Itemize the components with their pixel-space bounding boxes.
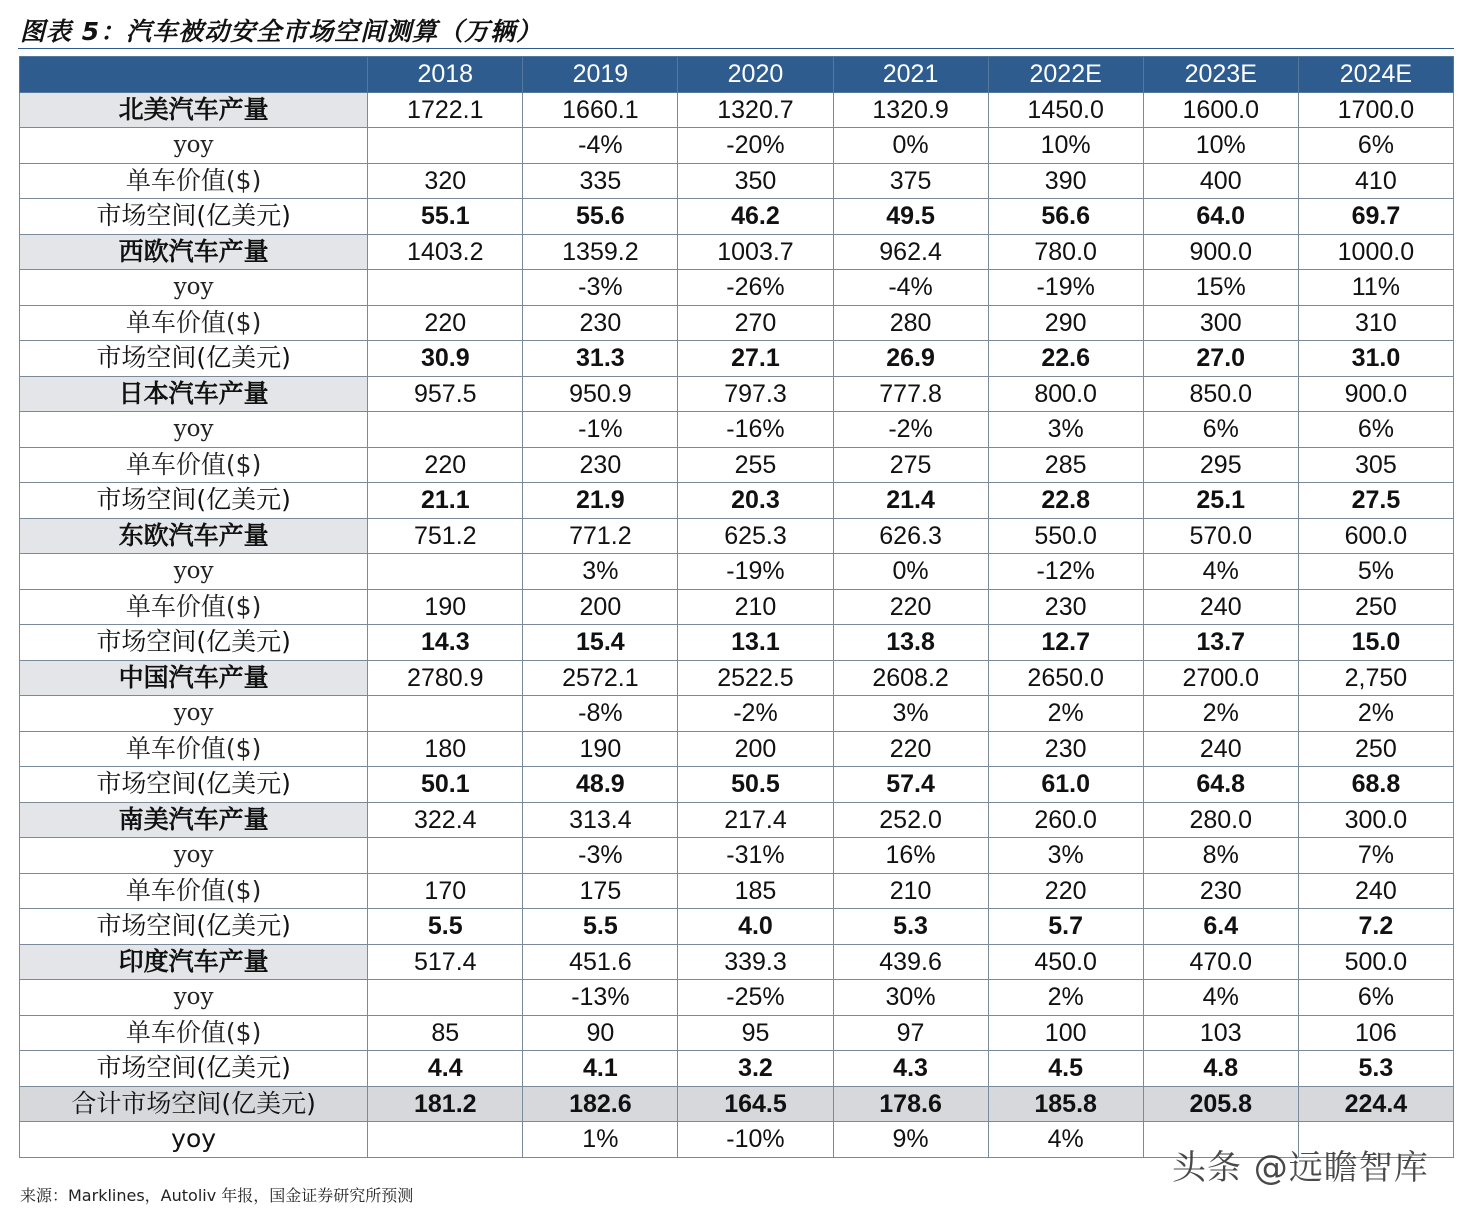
table-cell: 164.5: [678, 1086, 833, 1122]
row-label: 市场空间(亿美元): [20, 767, 368, 803]
header-blank-cell: [20, 57, 368, 93]
table-cell: 90: [523, 1015, 678, 1051]
table-cell: 570.0: [1143, 518, 1298, 554]
table-cell: 350: [678, 163, 833, 199]
table-cell: 290: [988, 305, 1143, 341]
table-cell: [368, 128, 523, 164]
table-cell: 21.9: [523, 483, 678, 519]
table-cell: 210: [833, 873, 988, 909]
market-size-table: [19, 56, 1454, 1158]
table-cell: 2780.9: [368, 660, 523, 696]
table-cell: 69.7: [1298, 199, 1453, 235]
table-cell: 27.5: [1298, 483, 1453, 519]
table-cell: 335: [523, 163, 678, 199]
table-cell: 4%: [1143, 980, 1298, 1016]
table-cell: 180: [368, 731, 523, 767]
table-cell: 7%: [1298, 838, 1453, 874]
table-cell: 300.0: [1298, 802, 1453, 838]
table-cell: 5.3: [1298, 1051, 1453, 1087]
table-cell: 450.0: [988, 944, 1143, 980]
table-cell: 2608.2: [833, 660, 988, 696]
table-cell: 205.8: [1143, 1086, 1298, 1122]
table-cell: -19%: [988, 270, 1143, 306]
table-cell: 6%: [1298, 128, 1453, 164]
table-cell: 255: [678, 447, 833, 483]
table-cell: 85: [368, 1015, 523, 1051]
table-cell: 3.2: [678, 1051, 833, 1087]
table-cell: 313.4: [523, 802, 678, 838]
unit-price-row: [20, 163, 1454, 199]
row-label: 印度汽车产量: [20, 944, 368, 980]
table-cell: [368, 270, 523, 306]
table-cell: 1359.2: [523, 234, 678, 270]
table-cell: 2%: [988, 980, 1143, 1016]
table-cell: 439.6: [833, 944, 988, 980]
table-cell: 310: [1298, 305, 1453, 341]
table-cell: [368, 412, 523, 448]
header-row: [20, 57, 1454, 93]
table-cell: 95: [678, 1015, 833, 1051]
row-label: 单车价值($): [20, 873, 368, 909]
yoy-row: [20, 128, 1454, 164]
table-cell: 625.3: [678, 518, 833, 554]
table-cell: 220: [368, 447, 523, 483]
table-cell: 224.4: [1298, 1086, 1453, 1122]
unit-price-row: [20, 447, 1454, 483]
table-cell: [368, 980, 523, 1016]
table-cell: -16%: [678, 412, 833, 448]
table-cell: 6.4: [1143, 909, 1298, 945]
table-cell: 185: [678, 873, 833, 909]
table-cell: 190: [523, 731, 678, 767]
unit-price-row: [20, 305, 1454, 341]
table-cell: 500.0: [1298, 944, 1453, 980]
table-cell: 230: [523, 447, 678, 483]
table-cell: 46.2: [678, 199, 833, 235]
table-cell: -12%: [988, 554, 1143, 590]
table-cell: 15.4: [523, 625, 678, 661]
table-cell: 1450.0: [988, 92, 1143, 128]
table-cell: -19%: [678, 554, 833, 590]
header-year-cell: 2021: [833, 57, 988, 93]
yoy-row: [20, 270, 1454, 306]
table-cell: 4.0: [678, 909, 833, 945]
table-cell: -8%: [523, 696, 678, 732]
table-cell: 97: [833, 1015, 988, 1051]
table-cell: 6%: [1143, 412, 1298, 448]
table-cell: 240: [1143, 731, 1298, 767]
table-cell: 5%: [1298, 554, 1453, 590]
table-cell: 1722.1: [368, 92, 523, 128]
row-label: 西欧汽车产量: [20, 234, 368, 270]
table-cell: 2%: [1298, 696, 1453, 732]
market-size-row: [20, 483, 1454, 519]
table-cell: 280: [833, 305, 988, 341]
table-cell: 5.5: [523, 909, 678, 945]
table-cell: 15%: [1143, 270, 1298, 306]
production-row: [20, 92, 1454, 128]
row-label: 市场空间(亿美元): [20, 1051, 368, 1087]
table-cell: 550.0: [988, 518, 1143, 554]
table-cell: 178.6: [833, 1086, 988, 1122]
table-cell: 1003.7: [678, 234, 833, 270]
table-cell: 470.0: [1143, 944, 1298, 980]
table-cell: 0%: [833, 554, 988, 590]
row-label: 市场空间(亿美元): [20, 199, 368, 235]
table-cell: 27.0: [1143, 341, 1298, 377]
table-cell: -20%: [678, 128, 833, 164]
row-label: 日本汽车产量: [20, 376, 368, 412]
table-cell: 1000.0: [1298, 234, 1453, 270]
table-cell: 200: [523, 589, 678, 625]
table-cell: 12.7: [988, 625, 1143, 661]
table-cell: 14.3: [368, 625, 523, 661]
table-cell: 800.0: [988, 376, 1143, 412]
table-cell: 250: [1298, 731, 1453, 767]
table-cell: 22.6: [988, 341, 1143, 377]
table-cell: 3%: [833, 696, 988, 732]
table-cell: 13.1: [678, 625, 833, 661]
table-cell: 780.0: [988, 234, 1143, 270]
table-cell: 9%: [833, 1122, 988, 1158]
table-cell: 4.4: [368, 1051, 523, 1087]
table-cell: -10%: [678, 1122, 833, 1158]
table-cell: 4.1: [523, 1051, 678, 1087]
row-label: yoy: [20, 270, 368, 306]
table-cell: 68.8: [1298, 767, 1453, 803]
table-cell: 410: [1298, 163, 1453, 199]
table-cell: 4%: [1143, 554, 1298, 590]
table-cell: 390: [988, 163, 1143, 199]
table-cell: 25.1: [1143, 483, 1298, 519]
table-cell: 16%: [833, 838, 988, 874]
table-cell: 27.1: [678, 341, 833, 377]
table-cell: 31.0: [1298, 341, 1453, 377]
row-label: yoy: [20, 1122, 368, 1158]
table-cell: 240: [1143, 589, 1298, 625]
table-cell: 5.5: [368, 909, 523, 945]
source-note: 来源：Marklines，Autoliv 年报，国金证券研究所预测: [20, 1186, 414, 1205]
table-cell: 200: [678, 731, 833, 767]
table-cell: 2572.1: [523, 660, 678, 696]
table-cell: 1320.7: [678, 92, 833, 128]
table-cell: 190: [368, 589, 523, 625]
table-cell: 210: [678, 589, 833, 625]
total-market-row: [20, 1086, 1454, 1122]
table-cell: 5.7: [988, 909, 1143, 945]
table-cell: -13%: [523, 980, 678, 1016]
table-cell: 217.4: [678, 802, 833, 838]
table-cell: 6%: [1298, 980, 1453, 1016]
table-cell: 626.3: [833, 518, 988, 554]
table-cell: 339.3: [678, 944, 833, 980]
market-size-row: [20, 909, 1454, 945]
table-cell: 950.9: [523, 376, 678, 412]
yoy-row: [20, 838, 1454, 874]
yoy-row: [20, 980, 1454, 1016]
table-cell: 49.5: [833, 199, 988, 235]
market-size-row: [20, 199, 1454, 235]
table-cell: 777.8: [833, 376, 988, 412]
table-cell: 26.9: [833, 341, 988, 377]
production-row: [20, 802, 1454, 838]
table-cell: 2%: [1143, 696, 1298, 732]
row-label: 单车价值($): [20, 163, 368, 199]
table-cell: 1403.2: [368, 234, 523, 270]
row-label: yoy: [20, 128, 368, 164]
table-cell: 1700.0: [1298, 92, 1453, 128]
header-year-cell: 2024E: [1298, 57, 1453, 93]
table-cell: 56.6: [988, 199, 1143, 235]
table-cell: 1660.1: [523, 92, 678, 128]
row-label: yoy: [20, 554, 368, 590]
table-cell: 240: [1298, 873, 1453, 909]
table-cell: 57.4: [833, 767, 988, 803]
table-cell: 4.3: [833, 1051, 988, 1087]
unit-price-row: [20, 1015, 1454, 1051]
header-year-cell: 2023E: [1143, 57, 1298, 93]
title-bar: [18, 6, 1454, 49]
yoy-row: [20, 412, 1454, 448]
production-row: [20, 660, 1454, 696]
table-cell: 3%: [988, 838, 1143, 874]
table-cell: 517.4: [368, 944, 523, 980]
table-cell: 106: [1298, 1015, 1453, 1051]
table-cell: 957.5: [368, 376, 523, 412]
row-label: 市场空间(亿美元): [20, 483, 368, 519]
unit-price-row: [20, 873, 1454, 909]
table-cell: 322.4: [368, 802, 523, 838]
table-cell: 10%: [1143, 128, 1298, 164]
table-cell: 185.8: [988, 1086, 1143, 1122]
table-cell: 375: [833, 163, 988, 199]
table-cell: 751.2: [368, 518, 523, 554]
table-cell: 0%: [833, 128, 988, 164]
table-cell: [368, 1122, 523, 1158]
table-cell: 230: [988, 589, 1143, 625]
table-cell: -26%: [678, 270, 833, 306]
table-cell: -31%: [678, 838, 833, 874]
table-cell: 600.0: [1298, 518, 1453, 554]
table-cell: 5.3: [833, 909, 988, 945]
table-cell: 64.0: [1143, 199, 1298, 235]
table-cell: 10%: [988, 128, 1143, 164]
table-cell: -25%: [678, 980, 833, 1016]
table-cell: 15.0: [1298, 625, 1453, 661]
table-cell: 220: [368, 305, 523, 341]
table-cell: -3%: [523, 838, 678, 874]
table-cell: 320: [368, 163, 523, 199]
row-label: 北美汽车产量: [20, 92, 368, 128]
table-cell: 13.8: [833, 625, 988, 661]
watermark: 头条 @远瞻智库: [1172, 1148, 1429, 1188]
table-cell: 220: [833, 731, 988, 767]
row-label: yoy: [20, 696, 368, 732]
table-cell: 4.5: [988, 1051, 1143, 1087]
header-year-cell: 2020: [678, 57, 833, 93]
table-cell: 220: [833, 589, 988, 625]
production-row: [20, 376, 1454, 412]
header-year-cell: 2018: [368, 57, 523, 93]
table-cell: 13.7: [1143, 625, 1298, 661]
unit-price-row: [20, 731, 1454, 767]
table-cell: 30%: [833, 980, 988, 1016]
table-cell: 451.6: [523, 944, 678, 980]
table-cell: 295: [1143, 447, 1298, 483]
row-label: 单车价值($): [20, 447, 368, 483]
table-cell: 103: [1143, 1015, 1298, 1051]
table-cell: 2,750: [1298, 660, 1453, 696]
table-cell: 7.2: [1298, 909, 1453, 945]
table-cell: 962.4: [833, 234, 988, 270]
table-cell: -4%: [523, 128, 678, 164]
table-cell: 21.4: [833, 483, 988, 519]
table-cell: 20.3: [678, 483, 833, 519]
table-cell: 21.1: [368, 483, 523, 519]
production-row: [20, 518, 1454, 554]
table-cell: [368, 554, 523, 590]
table-cell: 55.6: [523, 199, 678, 235]
table-cell: 2%: [988, 696, 1143, 732]
table-cell: -3%: [523, 270, 678, 306]
table-cell: 220: [988, 873, 1143, 909]
table-cell: 280.0: [1143, 802, 1298, 838]
table-cell: 275: [833, 447, 988, 483]
yoy-row: [20, 554, 1454, 590]
production-row: [20, 944, 1454, 980]
table-cell: 8%: [1143, 838, 1298, 874]
header-year-cell: 2022E: [988, 57, 1143, 93]
table-cell: 270: [678, 305, 833, 341]
header-year-cell: 2019: [523, 57, 678, 93]
table-cell: 11%: [1298, 270, 1453, 306]
table-cell: 300: [1143, 305, 1298, 341]
table-cell: 250: [1298, 589, 1453, 625]
table-cell: 64.8: [1143, 767, 1298, 803]
table-cell: 182.6: [523, 1086, 678, 1122]
row-label: 单车价值($): [20, 1015, 368, 1051]
table-cell: 400: [1143, 163, 1298, 199]
row-label: yoy: [20, 412, 368, 448]
table-cell: 771.2: [523, 518, 678, 554]
table-cell: 30.9: [368, 341, 523, 377]
table-cell: 2700.0: [1143, 660, 1298, 696]
table-cell: 230: [1143, 873, 1298, 909]
table-cell: 100: [988, 1015, 1143, 1051]
table-cell: -1%: [523, 412, 678, 448]
row-label: 市场空间(亿美元): [20, 909, 368, 945]
table-cell: [368, 696, 523, 732]
table-cell: 230: [988, 731, 1143, 767]
table-cell: 1600.0: [1143, 92, 1298, 128]
market-size-row: [20, 625, 1454, 661]
yoy-row: [20, 696, 1454, 732]
market-size-row: [20, 341, 1454, 377]
table-cell: 3%: [988, 412, 1143, 448]
table-cell: 4.8: [1143, 1051, 1298, 1087]
row-label: 南美汽车产量: [20, 802, 368, 838]
row-label: 单车价值($): [20, 305, 368, 341]
table-cell: 4%: [988, 1122, 1143, 1158]
table-cell: -4%: [833, 270, 988, 306]
table-cell: 260.0: [988, 802, 1143, 838]
figure-title: 图表 5：汽车被动安全市场空间测算（万辆）: [20, 17, 543, 46]
table-cell: 48.9: [523, 767, 678, 803]
table-cell: 181.2: [368, 1086, 523, 1122]
table-cell: 252.0: [833, 802, 988, 838]
row-label: 东欧汽车产量: [20, 518, 368, 554]
table-cell: 1320.9: [833, 92, 988, 128]
table-cell: 6%: [1298, 412, 1453, 448]
row-label: 单车价值($): [20, 589, 368, 625]
row-label: yoy: [20, 838, 368, 874]
table-cell: -2%: [678, 696, 833, 732]
table-cell: 2522.5: [678, 660, 833, 696]
table-cell: 1%: [523, 1122, 678, 1158]
table-cell: 55.1: [368, 199, 523, 235]
market-size-row: [20, 767, 1454, 803]
table-cell: 50.1: [368, 767, 523, 803]
table-cell: 305: [1298, 447, 1453, 483]
unit-price-row: [20, 589, 1454, 625]
table-cell: 22.8: [988, 483, 1143, 519]
table-cell: [368, 838, 523, 874]
table-cell: 285: [988, 447, 1143, 483]
table-cell: 230: [523, 305, 678, 341]
table-cell: 2650.0: [988, 660, 1143, 696]
table-cell: -2%: [833, 412, 988, 448]
market-size-row: [20, 1051, 1454, 1087]
row-label: 市场空间(亿美元): [20, 341, 368, 377]
table-cell: 61.0: [988, 767, 1143, 803]
table-cell: 50.5: [678, 767, 833, 803]
table-cell: 797.3: [678, 376, 833, 412]
table-cell: 3%: [523, 554, 678, 590]
table-cell: 175: [523, 873, 678, 909]
table-cell: 31.3: [523, 341, 678, 377]
row-label: 单车价值($): [20, 731, 368, 767]
production-row: [20, 234, 1454, 270]
table-cell: 900.0: [1143, 234, 1298, 270]
row-label: 合计市场空间(亿美元): [20, 1086, 368, 1122]
row-label: 市场空间(亿美元): [20, 625, 368, 661]
table-cell: 900.0: [1298, 376, 1453, 412]
row-label: yoy: [20, 980, 368, 1016]
row-label: 中国汽车产量: [20, 660, 368, 696]
table-cell: 170: [368, 873, 523, 909]
table-cell: 850.0: [1143, 376, 1298, 412]
